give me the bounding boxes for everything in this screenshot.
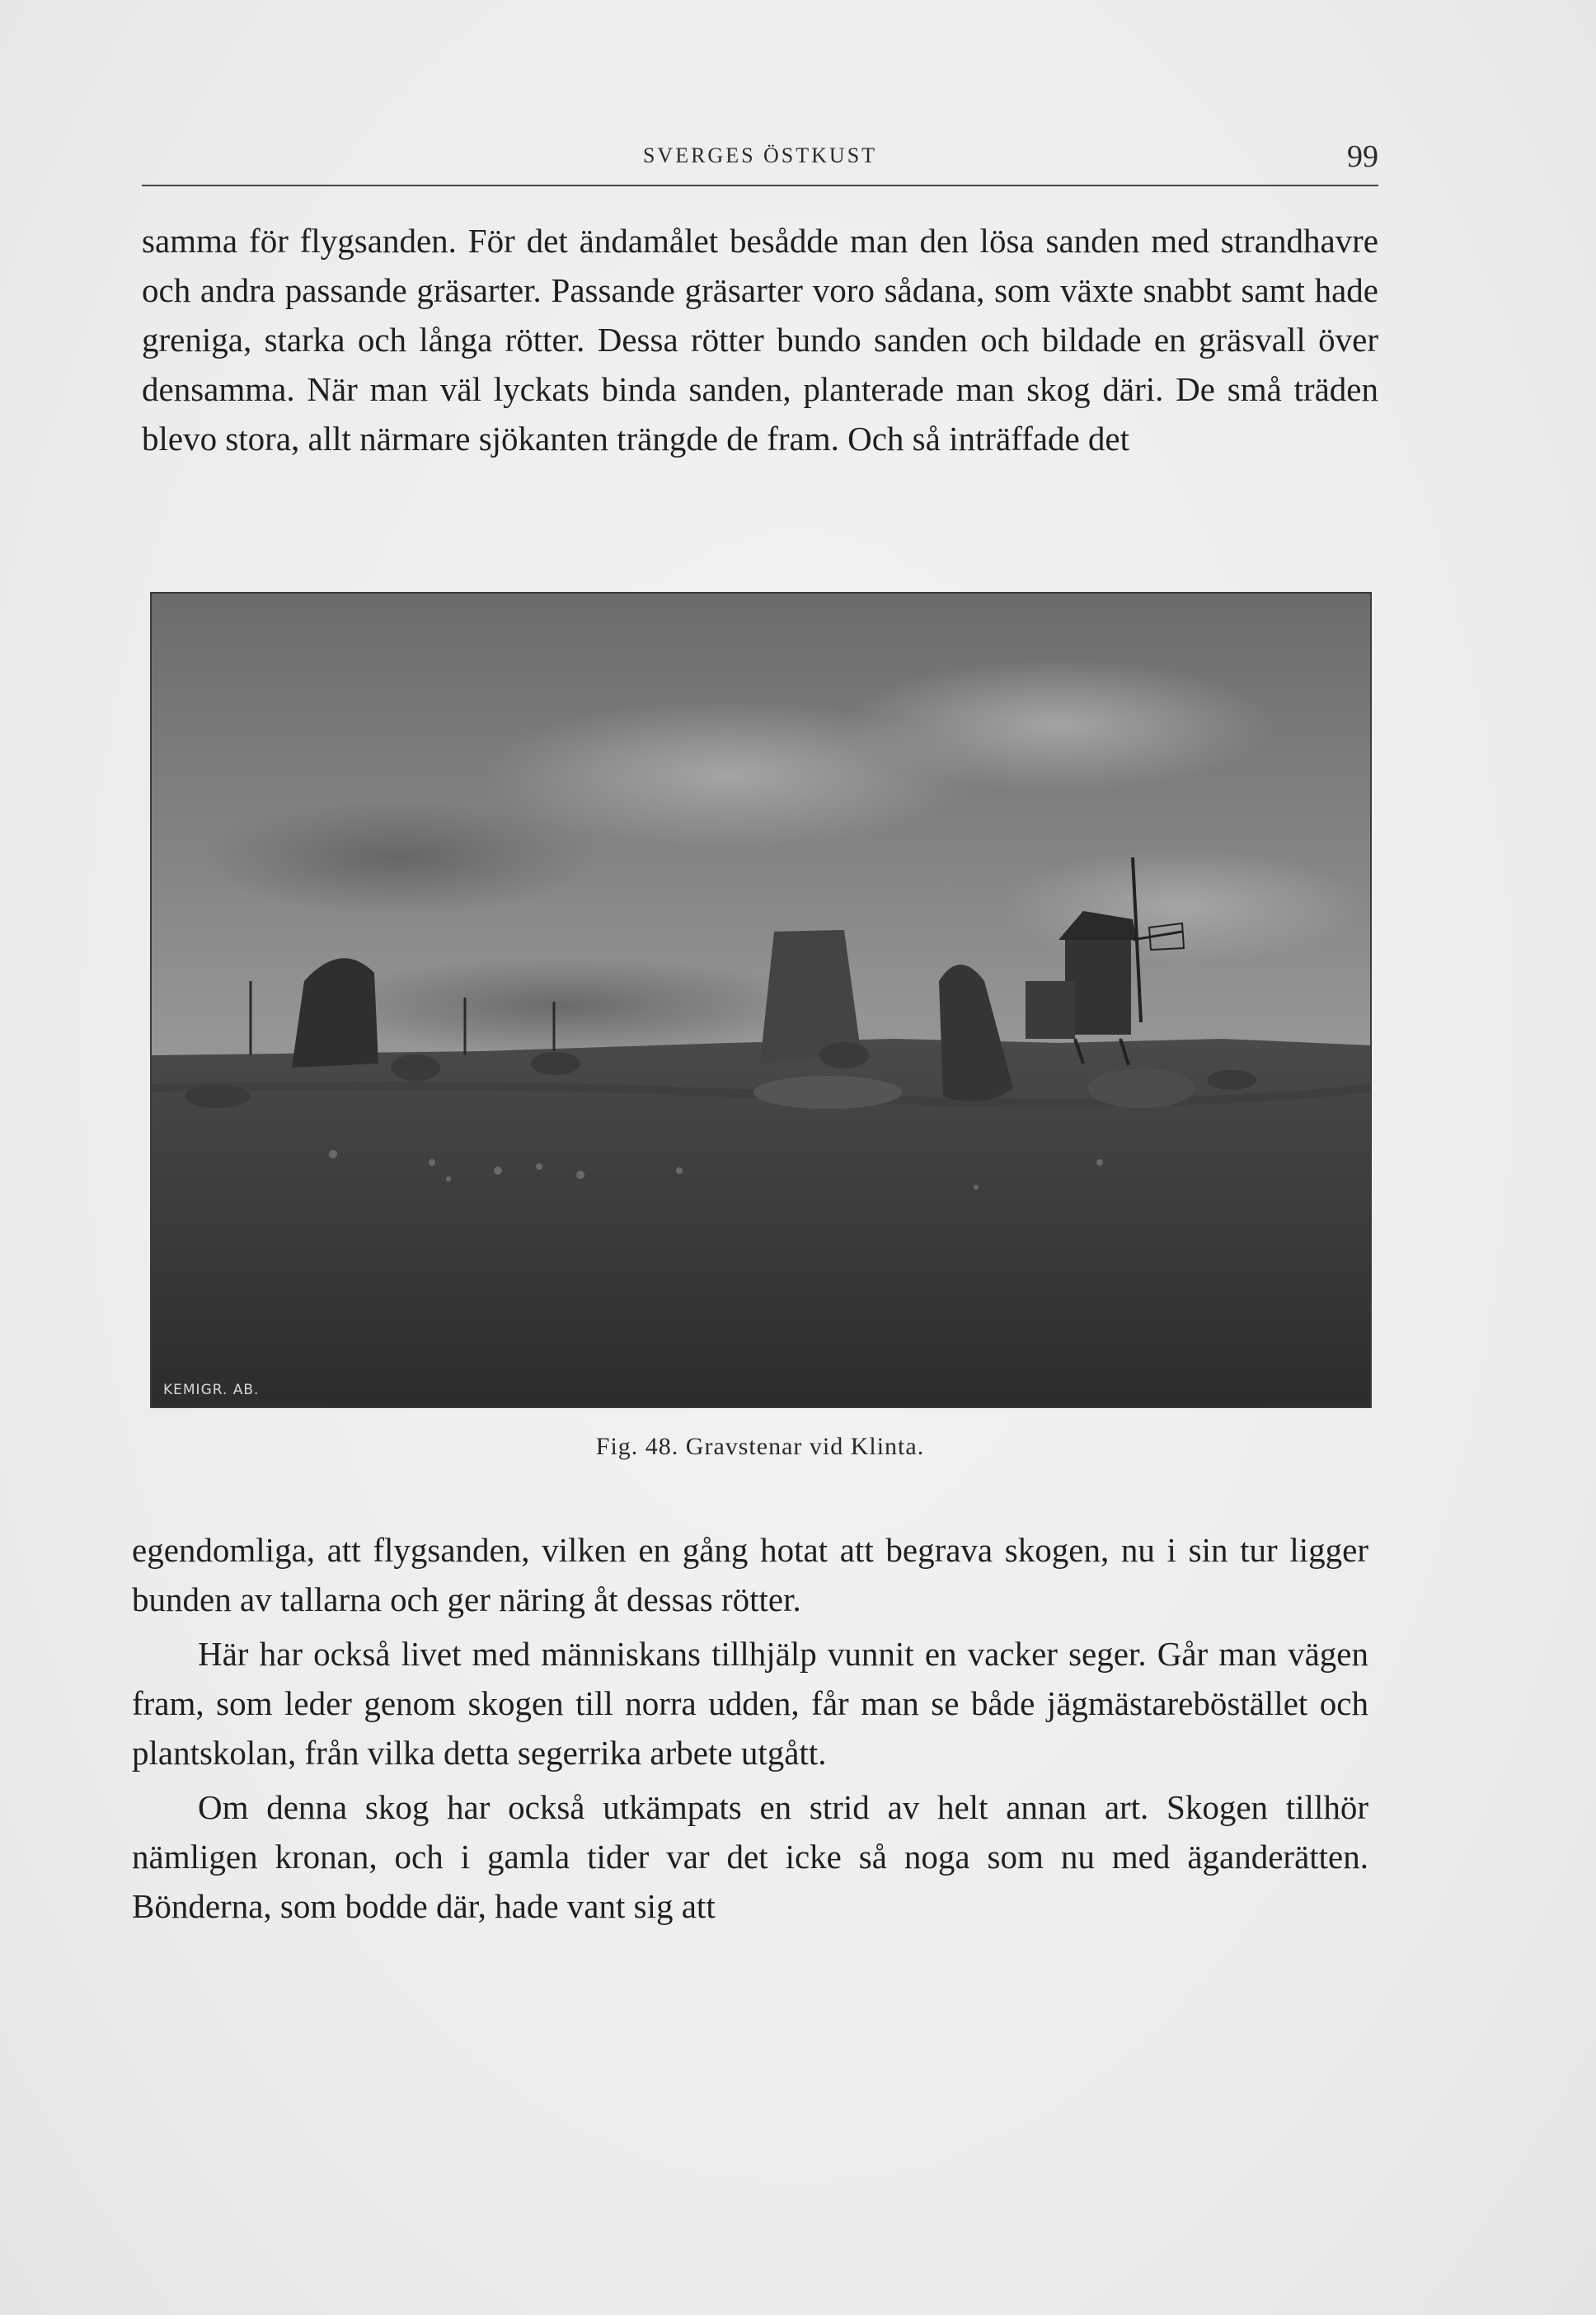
boulder (185, 1085, 251, 1108)
boulder (1087, 1068, 1195, 1108)
boulder (1207, 1070, 1256, 1090)
page-number: 99 (1347, 139, 1378, 174)
running-title: SVERGES ÖSTKUST (642, 143, 878, 167)
boulder (391, 1054, 440, 1081)
photo-illustration (152, 594, 1370, 1406)
engraver-mark: KEMIGR. AB. (163, 1382, 260, 1398)
body-text-bottom (132, 1525, 1368, 1931)
cloud (1001, 849, 1364, 965)
photograph-gravestones (150, 592, 1372, 1408)
paragraph: egendomliga, att flygsanden, vilken en gång hotat att begrava skogen, nu i sin tur ligger bunden av tallarna och ger näring åt dessas rötter. (132, 1531, 1368, 1618)
paragraph: Om denna skog har också utkämpats en strid av helt annan art. Skogen tillhör nämligen kronan, och i gamla tider var det icke så noga som nu med äganderätten. Bönderna, som bodde där, hade vant sig att (132, 1788, 1368, 1925)
running-header (142, 139, 1378, 186)
cloud (844, 660, 1273, 791)
paragraph: Här har också livet med människans tillhjälp vunnit en vacker seger. Går man vägen fram, som leder genom skogen till norra udden, får man se både jägmästareböstället och plantskolan, från vilka detta segerrika arbete utgått. (132, 1635, 1368, 1772)
cloud (317, 956, 811, 1055)
boulder (531, 1052, 580, 1075)
figure-caption: Fig. 48. Gravstenar vid Klinta. (595, 1433, 925, 1460)
boulder (753, 1076, 902, 1109)
body-text-top (142, 216, 1378, 463)
boulder (819, 1042, 869, 1068)
paragraph: samma för flygsanden. För det ändamålet besådde man den lösa sanden med strandhavre och andra passande gräsarter. Passande gräsarter voro sådana, som växte snabbt samt hade greniga, starka och långa rötter. Dessa rötter bundo sanden och bildade en gräsvall över densamma. När man väl lyckats binda sanden, planterade man skog däri. De små träden blevo stora, allt närmare sjökanten trängde de fram. Och så inträffade det (142, 222, 1378, 458)
